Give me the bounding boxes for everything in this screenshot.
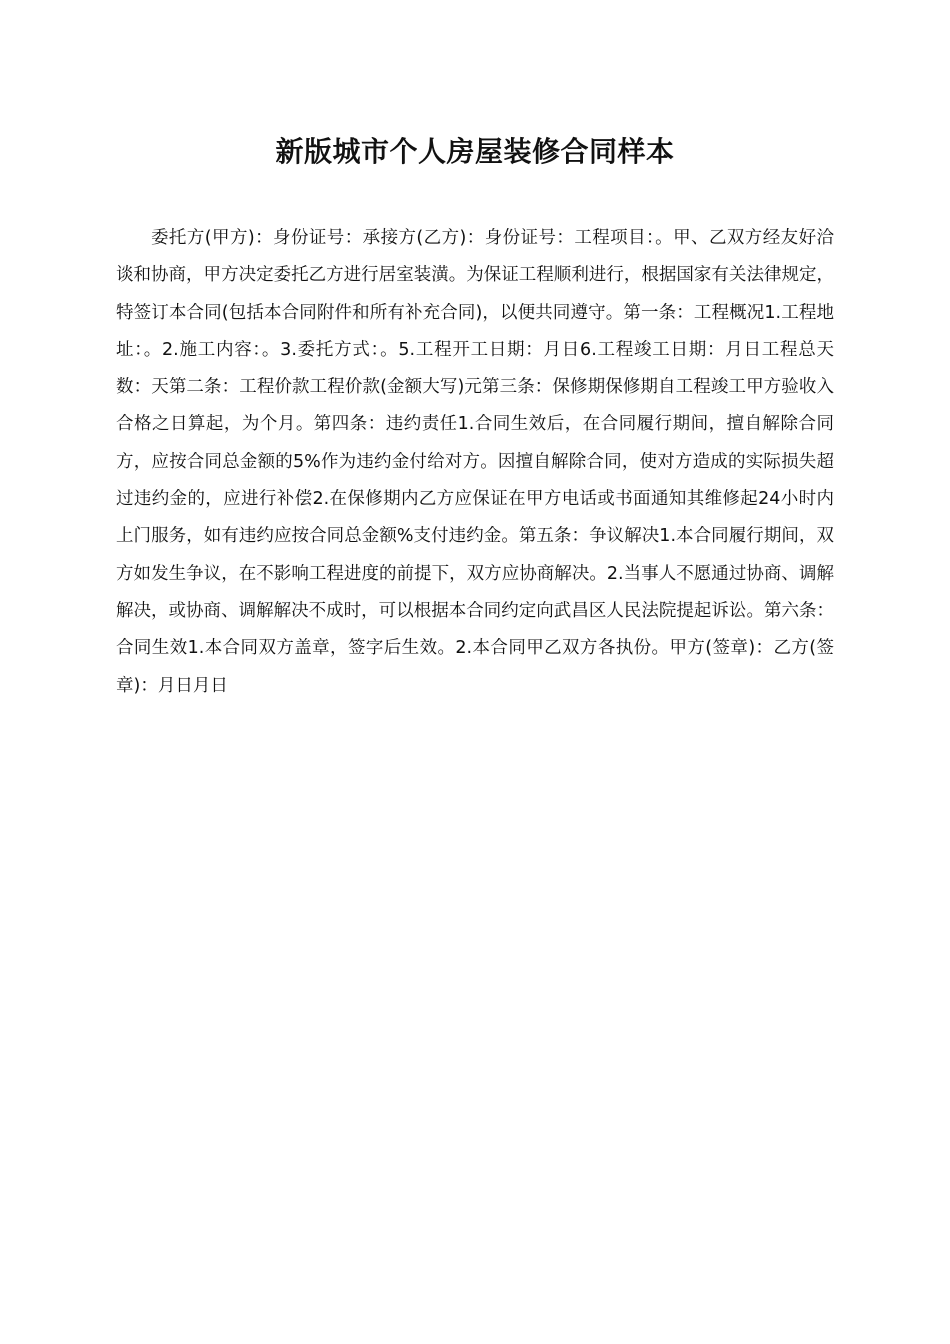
document-title: 新版城市个人房屋装修合同样本 [275,135,675,168]
contract-body-text: 委托方(甲方)：身份证号：承接方(乙方)：身份证号：工程项目：。甲、乙双方经友好洽谈和协商，甲方决定委托乙方进行居室装潢。为保证工程顺利进行，根据国家有关法律规定，特签订本合同(包括本合同附件和所有补充合同)，以便共同遵守。第一条：工程概况1.工程地址：。2.施工内容：。3.委托方式：。5.工程开工日期：月日6.工程竣工日期：月日工程总天数：天第二条：工程价款工程价款(金额大写)元第三条：保修期保修期自工程竣工甲方验收入合格之日算起，为个月。第四条：违约责任1.合同生效后，在合同履行期间，擅自解除合同方，应按合同总金额的5%作为违约金付给对方。因擅自解除合同，使对方造成的实际损失超过违约金的，应进行补偿2.在保修期内乙方应保证在甲方电话或书面通知其维修起24小时内上门服务，如有违约应按合同总金额%支付违约金。第五条：争议解决1.本合同履行期间，双方如发生争议，在不影响工程进度的前提下，双方应协商解决。2.当事人不愿通过协商、调解解决，或协商、调解解决不成时，可以根据本合同约定向武昌区人民法院提起诉讼。第六条：合同生效1.本合同双方盖章，签字后生效。2.本合同甲乙双方各执份。甲方(签章)：乙方(签章)：月日月日 [116,228,834,696]
